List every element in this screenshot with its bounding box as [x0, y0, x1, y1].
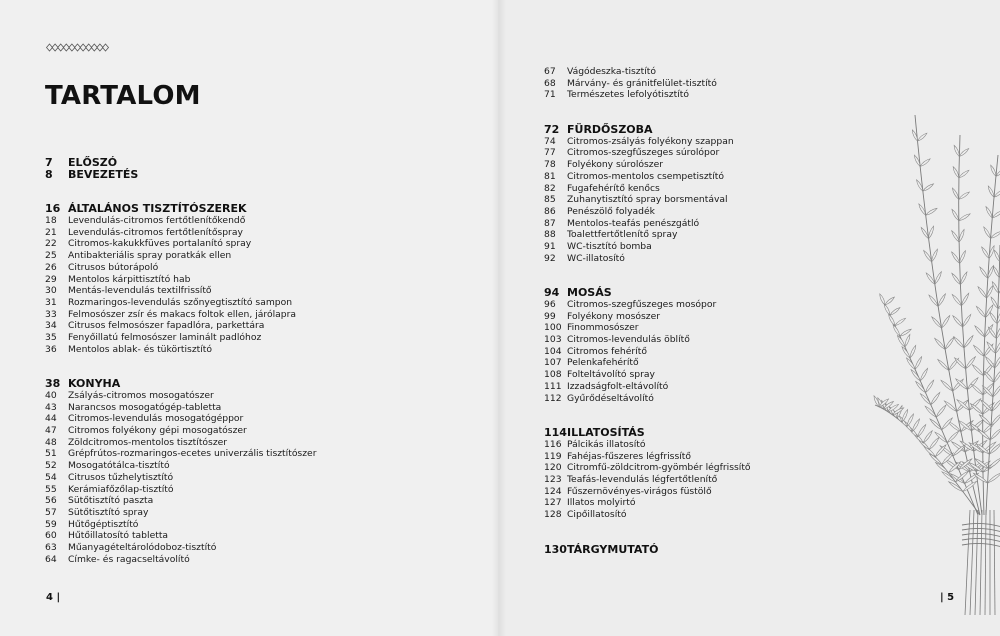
- toc-entry: [45, 297, 316, 309]
- toc-entry-label: Finommosószer: [567, 322, 639, 334]
- toc-page-number: 74: [544, 135, 556, 147]
- toc-page-number: 29: [45, 273, 57, 285]
- toc-entry-label: Citromos-zsályás folyékony szappan: [567, 135, 734, 147]
- toc-entry: [544, 194, 751, 206]
- toc-entry: [544, 66, 751, 78]
- toc-entry-label: Mentolos-teafás penészgátló: [567, 217, 700, 229]
- page-title: TARTALOM: [45, 81, 201, 111]
- toc-entry-label: Penészölő folyadék: [567, 205, 655, 217]
- toc-entry-label: Narancsos mosogatógép-tabletta: [68, 401, 222, 413]
- toc-entry-label: Címke- és ragacseltávolító: [68, 553, 190, 565]
- toc-entry: [544, 229, 751, 241]
- toc-entry: [544, 357, 751, 369]
- toc-entry: [544, 206, 751, 218]
- toc-page-number: 94: [544, 286, 560, 300]
- section-spacer: [544, 521, 751, 544]
- toc-page-number: 25: [45, 250, 57, 262]
- toc-page-number: 26: [45, 261, 57, 273]
- toc-page-number: 21: [45, 226, 57, 238]
- toc-page-number: 16: [45, 202, 61, 216]
- toc-entry: [544, 147, 751, 159]
- toc-entry: [544, 393, 751, 405]
- toc-entry-label: WC-tisztító bomba: [567, 240, 652, 252]
- toc-page-number: 104: [544, 345, 562, 357]
- toc-entry: [45, 425, 316, 437]
- toc-entry-label: Mosogatótálca-tisztító: [68, 460, 170, 472]
- toc-entry-label: Citromos-szegfűszeges mosópor: [567, 299, 717, 310]
- toc-entry: [544, 159, 751, 171]
- section-spacer: [45, 355, 316, 378]
- toc-entry-label: Rozmaringos-levendulás szőnyegtisztító sampon: [68, 296, 293, 308]
- toc-page-number: 51: [45, 448, 57, 460]
- toc-page-number: 30: [45, 285, 57, 297]
- toc-page-number: 77: [544, 147, 556, 159]
- section-spacer: [544, 404, 751, 427]
- toc-entry: [45, 413, 316, 425]
- toc-page-number: 116: [544, 438, 562, 450]
- toc-entry: [544, 241, 751, 253]
- toc-entry: [544, 171, 751, 183]
- toc-section-heading: [544, 124, 751, 136]
- toc-entry-label: Mentolos kárpittisztító hab: [68, 273, 191, 285]
- toc-entry: [544, 486, 751, 498]
- toc-page-number: 119: [544, 450, 562, 462]
- toc-entry-label: Citromos-levendulás öblítő: [567, 334, 690, 346]
- toc-entry: [45, 390, 316, 402]
- toc-entry: [544, 497, 751, 509]
- toc-page-number: 33: [45, 308, 57, 320]
- toc-entry-label: Teafás-levendulás légfertőtlenítő: [567, 473, 718, 485]
- toc-entry-label: Gyűrődéseltávolító: [567, 392, 654, 404]
- toc-section-heading: [544, 544, 751, 556]
- toc-page-number: 52: [45, 460, 57, 472]
- toc-section-heading: [45, 157, 316, 169]
- toc-page-number: 8: [45, 167, 53, 181]
- toc-entry: [45, 472, 316, 484]
- toc-entry: [45, 320, 316, 332]
- toc-page-number: 18: [45, 215, 57, 227]
- toc-page-number: 48: [45, 436, 57, 448]
- toc-entry-label: Sütőtisztító spray: [68, 506, 149, 518]
- toc-page-number: 72: [544, 123, 560, 137]
- toc-entry: [45, 437, 316, 449]
- toc-entry-label: Folyékony súrolószer: [567, 159, 664, 171]
- toc-entry-label: Antibakteriális spray poratkák ellen: [68, 250, 232, 262]
- section-spacer: [45, 180, 316, 203]
- toc-entry-label: Folyékony mosószer: [567, 310, 661, 322]
- toc-entry: [45, 285, 316, 297]
- toc-entry: [544, 439, 751, 451]
- toc-page-number: 35: [45, 331, 57, 343]
- toc-entry-label: Fahéjas-fűszeres légfrissítő: [567, 450, 692, 462]
- toc-entry: [45, 530, 316, 542]
- toc-entry-label: Levendulás-citromos fertőtlenítőkendő: [68, 215, 246, 227]
- toc-entry: [544, 311, 751, 323]
- toc-entry: [544, 183, 751, 195]
- toc-page-number: 124: [544, 485, 562, 497]
- toc-page-number: 92: [544, 252, 556, 264]
- toc-page-number: 120: [544, 462, 562, 474]
- toc-page-number: 81: [544, 170, 556, 182]
- toc-page-number: 100: [544, 322, 562, 334]
- toc-entry-label: Citromos fehérítő: [567, 345, 647, 357]
- toc-entry-label: Műanyagételtárolódoboz-tisztító: [68, 541, 217, 553]
- toc-page-number: 87: [544, 217, 556, 229]
- toc-page-number: 64: [45, 553, 57, 565]
- toc-entry-label: Márvány- és gránitfelület-tisztító: [567, 77, 717, 89]
- toc-entry-label: Vágódeszka-tisztító: [567, 66, 656, 77]
- toc-entry-label: WC-illatosító: [567, 252, 625, 264]
- diamond-ornament-icon: [46, 43, 110, 52]
- toc-entry-label: Illatos molyirtó: [567, 497, 636, 509]
- toc-entry: [45, 332, 316, 344]
- toc-entry: [544, 381, 751, 393]
- toc-entry-label: FÜRDŐSZOBA: [567, 123, 653, 137]
- toc-page-number: 123: [544, 473, 562, 485]
- toc-entry: [544, 369, 751, 381]
- toc-entry: [45, 262, 316, 274]
- toc-page-number: 86: [544, 205, 556, 217]
- toc-section-heading: [45, 169, 316, 181]
- toc-entry-label: Zsályás-citromos mosogatószer: [68, 390, 214, 401]
- toc-entry-label: Citromos folyékony gépi mosogatószer: [68, 425, 247, 437]
- toc-entry: [45, 215, 316, 227]
- toc-entry-label: Toalettfertőtlenítő spray: [567, 229, 678, 241]
- toc-page-number: 128: [544, 509, 562, 520]
- toc-page-number: 43: [45, 401, 57, 413]
- toc-page-number: 71: [544, 89, 556, 101]
- toc-page-number: 112: [544, 392, 562, 404]
- toc-entry-label: Mentás-levendulás textilfrissítő: [68, 285, 212, 297]
- toc-entry-label: Zöldcitromos-mentolos tisztítószer: [68, 436, 228, 448]
- rosemary-illustration-icon: [870, 95, 1000, 615]
- toc-entry-label: Fűszernövényes-virágos füstölő: [567, 485, 712, 497]
- toc-section-heading: [45, 203, 316, 215]
- toc-page-number: 82: [544, 182, 556, 194]
- toc-page-number: 59: [45, 518, 57, 530]
- toc-column-left: [45, 157, 316, 565]
- toc-entry: [544, 346, 751, 358]
- toc-entry-label: Citromos-levendulás mosogatógéppor: [68, 413, 244, 425]
- toc-entry: [544, 89, 751, 101]
- toc-entry-label: Citromos-mentolos csempetisztító: [567, 170, 725, 182]
- toc-entry: [45, 519, 316, 531]
- toc-entry-label: ÁLTALÁNOS TISZTÍTÓSZEREK: [68, 202, 247, 216]
- toc-entry-label: Felmosószer zsír és makacs foltok ellen, járólapra: [68, 308, 297, 320]
- toc-page-number: 60: [45, 530, 57, 542]
- toc-entry-label: Mentolos ablak- és tükörtisztító: [68, 343, 213, 355]
- toc-entry-label: TÁRGYMUTATÓ: [567, 542, 659, 556]
- toc-entry-label: Zuhanytisztító spray borsmentával: [567, 194, 728, 206]
- toc-page-number: 103: [544, 334, 562, 346]
- toc-page-number: 7: [45, 156, 53, 169]
- toc-entry-label: Citromos-szegfűszeges súrolópor: [567, 147, 720, 159]
- toc-entry: [45, 309, 316, 321]
- toc-page-number: 54: [45, 471, 57, 483]
- toc-page-number: 108: [544, 369, 562, 381]
- toc-entry-label: BEVEZETÉS: [68, 167, 139, 181]
- toc-entry-label: Kerámiafőzőlap-tisztító: [68, 483, 174, 495]
- toc-page-number: 114: [544, 426, 567, 440]
- toc-entry: [45, 250, 316, 262]
- toc-entry: [45, 274, 316, 286]
- toc-entry: [544, 462, 751, 474]
- toc-entry: [45, 460, 316, 472]
- toc-page-number: 34: [45, 320, 57, 332]
- toc-page-number: 57: [45, 506, 57, 518]
- toc-page-number: 107: [544, 357, 562, 369]
- page-gutter: [492, 0, 506, 636]
- toc-page-number: 38: [45, 377, 61, 391]
- toc-page-number: 99: [544, 310, 556, 322]
- toc-entry-label: Citromfű-zöldcitrom-gyömbér légfrissítő: [567, 462, 751, 474]
- toc-entry-label: Folteltávolító spray: [567, 369, 655, 381]
- toc-entry-label: ELŐSZÓ: [68, 156, 118, 169]
- page-number-left: 4 |: [46, 592, 61, 603]
- toc-entry: [544, 299, 751, 311]
- toc-entry: [45, 238, 316, 250]
- toc-entry-label: Citrusos bútorápoló: [68, 261, 159, 273]
- toc-page-number: 56: [45, 495, 57, 507]
- toc-page-number: 85: [544, 194, 556, 206]
- toc-entry-label: Citrusos felmosószer fapadlóra, parkettára: [68, 320, 265, 332]
- toc-page-number: 91: [544, 240, 556, 252]
- toc-entry-label: Hűtőillatosító tabletta: [68, 530, 169, 542]
- page-number-right: | 5: [940, 592, 955, 603]
- toc-entry: [45, 448, 316, 460]
- toc-page-number: 63: [45, 541, 57, 553]
- toc-page-number: 40: [45, 390, 57, 401]
- toc-section-heading: [544, 427, 751, 439]
- toc-column-right: [544, 66, 751, 555]
- toc-page-number: 111: [544, 380, 562, 392]
- toc-page-number: 68: [544, 77, 556, 89]
- toc-entry: [544, 474, 751, 486]
- toc-page-number: 127: [544, 497, 562, 509]
- toc-entry-label: Fenyőillatú felmosószer laminált padlóhoz: [68, 331, 262, 343]
- toc-entry-label: Hűtőgéptisztító: [68, 518, 139, 530]
- toc-entry-label: Fugafehérítő kenőcs: [567, 182, 660, 194]
- toc-entry-label: Sütőtisztító paszta: [68, 495, 154, 507]
- toc-page-number: 36: [45, 343, 57, 355]
- toc-entry: [544, 322, 751, 334]
- toc-entry-label: Cipőillatosító: [567, 509, 627, 520]
- toc-entry: [45, 542, 316, 554]
- toc-page-number: 31: [45, 296, 57, 308]
- toc-entry-label: MOSÁS: [567, 286, 612, 300]
- toc-entry-label: Természetes lefolyótisztító: [567, 89, 689, 101]
- toc-page-number: 22: [45, 238, 57, 250]
- toc-page-number: 67: [544, 66, 556, 77]
- toc-page-number: 96: [544, 299, 556, 310]
- toc-page-number: 130: [544, 542, 567, 556]
- toc-entry: [45, 344, 316, 356]
- toc-entry-label: Citrusos tűzhelytisztító: [68, 471, 174, 483]
- toc-entry: [45, 495, 316, 507]
- section-spacer: [544, 264, 751, 287]
- section-spacer: [544, 101, 751, 124]
- toc-entry: [45, 402, 316, 414]
- toc-entry: [45, 507, 316, 519]
- toc-page-number: 47: [45, 425, 57, 437]
- toc-page-number: 44: [45, 413, 57, 425]
- toc-entry: [45, 227, 316, 239]
- toc-entry-label: Citromos-kakukkfüves portalanító spray: [68, 238, 252, 250]
- toc-page-number: 78: [544, 159, 556, 171]
- toc-entry-label: Pelenkafehérítő: [567, 357, 639, 369]
- toc-entry-label: Izzadságfolt-eltávolító: [567, 380, 669, 392]
- toc-page-number: 55: [45, 483, 57, 495]
- toc-entry: [544, 334, 751, 346]
- toc-page-number: 88: [544, 229, 556, 241]
- toc-entry-label: KONYHA: [68, 377, 121, 391]
- toc-entry: [45, 484, 316, 496]
- toc-entry: [45, 554, 316, 566]
- toc-entry-label: Levendulás-citromos fertőtlenítőspray: [68, 226, 243, 238]
- toc-entry: [544, 253, 751, 265]
- toc-section-heading: [45, 378, 316, 390]
- toc-entry: [544, 78, 751, 90]
- toc-entry-label: Grépfrútos-rozmaringos-ecetes univerzális tisztítószer: [68, 448, 317, 460]
- toc-section-heading: [544, 287, 751, 299]
- toc-entry: [544, 136, 751, 148]
- toc-entry: [544, 509, 751, 521]
- toc-entry: [544, 218, 751, 230]
- toc-entry-label: Pálcikás illatosító: [567, 438, 646, 450]
- toc-entry-label: ILLATOSÍTÁS: [567, 426, 645, 440]
- toc-entry: [544, 451, 751, 463]
